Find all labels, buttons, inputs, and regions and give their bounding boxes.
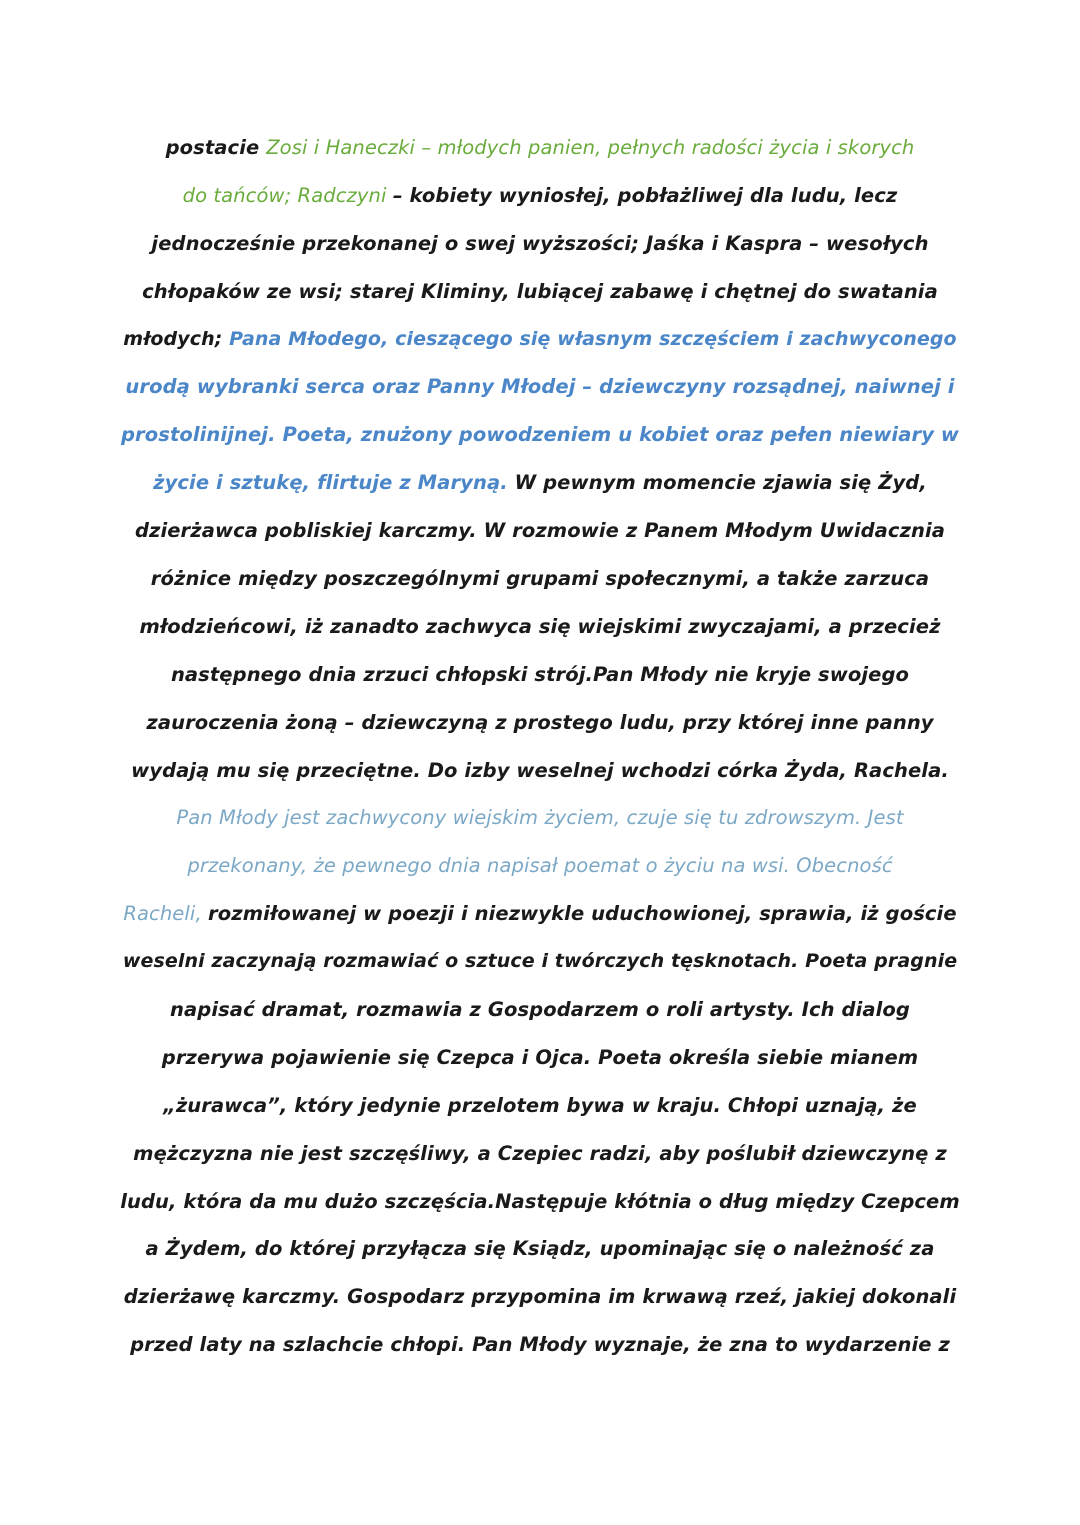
text-line bbox=[120, 842, 960, 890]
text-line bbox=[120, 890, 960, 938]
text-segment: urodą wybranki serca oraz Panny Młodej – dziewczyny rozsądnej, naiwnej i bbox=[125, 375, 955, 399]
text-segment: W pewnym momencie zjawia się Żyd, bbox=[514, 471, 927, 495]
text-line bbox=[120, 172, 960, 220]
text-line bbox=[120, 1034, 960, 1082]
text-segment: – kobiety wyniosłej, pobłażliwej dla ludu, lecz bbox=[392, 183, 898, 207]
text-segment: zauroczenia żoną – dziewczyną z prostego ludu, przy której inne panny bbox=[146, 710, 934, 734]
text-segment: mężczyzna nie jest szczęśliwy, a Czepiec radzi, aby poślubił dziewczynę z bbox=[133, 1141, 947, 1165]
text-segment: różnice między poszczególnymi grupami społecznymi, a także zarzuca bbox=[150, 567, 930, 591]
text-line bbox=[120, 363, 960, 411]
text-segment: „żurawca”, który jedynie przelotem bywa w kraju. Chłopi uznają, że bbox=[163, 1093, 917, 1117]
text-segment: wydają mu się przeciętne. Do izby weselnej wchodzi córka Żyda, Rachela. bbox=[131, 758, 949, 782]
text-line bbox=[120, 459, 960, 507]
text-segment: a Żydem, do której przyłącza się Ksiądz, upominając się o należność za bbox=[145, 1237, 935, 1261]
text-segment: Racheli, bbox=[123, 902, 209, 926]
text-line bbox=[120, 1082, 960, 1130]
text-line bbox=[120, 651, 960, 699]
text-line bbox=[120, 794, 960, 842]
text-segment: młodych; bbox=[123, 327, 230, 350]
text-line bbox=[120, 1321, 960, 1369]
text-line bbox=[120, 1130, 960, 1178]
text-segment: następnego dnia zrzuci chłopski strój.Pan Młody nie kryje swojego bbox=[170, 662, 910, 686]
text-segment: weselni zaczynają rozmawiać o sztuce i twórczych tęsknotach. Poeta pragnie bbox=[122, 950, 958, 973]
text-segment: Pan Młody jest zachwycony wiejskim życiem, czuje się tu zdrowszym. Jest bbox=[176, 806, 904, 830]
text-segment: napisać dramat, rozmawia z Gospodarzem o roli artysty. Ich dialog bbox=[170, 998, 910, 1022]
text-line bbox=[120, 316, 960, 364]
text-segment: Pana Młodego, cieszącego się własnym szczęściem i zachwyconego bbox=[229, 327, 957, 350]
text-line bbox=[120, 1225, 960, 1273]
text-line bbox=[120, 1178, 960, 1226]
text-segment: ludu, która da mu dużo szczęścia.Następuje kłótnia o dług między Czepcem bbox=[120, 1189, 960, 1213]
text-segment: rozmiłowanej w poezji i niezwykle uduchowionej, sprawia, iż goście bbox=[208, 902, 957, 926]
text-segment: życie i sztukę, flirtuje z Maryną. bbox=[153, 471, 515, 495]
text-segment: dzierżawę karczmy. Gospodarz przypomina im krwawą rzeź, jakiej dokonali bbox=[123, 1285, 957, 1309]
text-line bbox=[120, 124, 960, 172]
text-line bbox=[120, 411, 960, 459]
text-segment: przekonany, że pewnego dnia napisał poemat o życiu na wsi. Obecność bbox=[187, 854, 893, 878]
text-segment: przed laty na szlachcie chłopi. Pan Młody wyznaje, że zna to wydarzenie z bbox=[130, 1333, 950, 1357]
text-segment: przerywa pojawienie się Czepca i Ojca. Poeta określa siebie mianem bbox=[161, 1045, 919, 1069]
text-segment: postacie bbox=[165, 136, 267, 159]
text-segment: prostolinijnej. Poeta, znużony powodzeniem u kobiet oraz pełen niewiary w bbox=[120, 423, 960, 447]
text-line bbox=[120, 603, 960, 651]
text-segment: Zosi i Haneczki – młodych panien, pełnych radości życia i skorych bbox=[266, 136, 915, 159]
text-line bbox=[120, 986, 960, 1034]
text-line bbox=[120, 699, 960, 747]
text-line bbox=[120, 507, 960, 555]
text-segment: młodzieńcowi, iż zanadto zachwyca się wiejskimi zwyczajami, a przecież bbox=[139, 614, 941, 638]
text-line bbox=[120, 747, 960, 795]
text-segment: dzierżawca pobliskiej karczmy. W rozmowie z Panem Młodym Uwidacznia bbox=[134, 519, 946, 543]
text-line bbox=[120, 938, 960, 986]
text-line bbox=[120, 268, 960, 316]
text-segment: chłopaków ze wsi; starej Kliminy, lubiącej zabawę i chętnej do swatania bbox=[142, 279, 938, 303]
text-line bbox=[120, 1273, 960, 1321]
text-segment: do tańców; Radczyni bbox=[182, 183, 393, 207]
body-text bbox=[120, 124, 960, 1369]
text-segment: jednocześnie przekonanej o swej wyższości; Jaśka i Kaspra – wesołych bbox=[151, 231, 929, 255]
text-line bbox=[120, 220, 960, 268]
text-line bbox=[120, 555, 960, 603]
